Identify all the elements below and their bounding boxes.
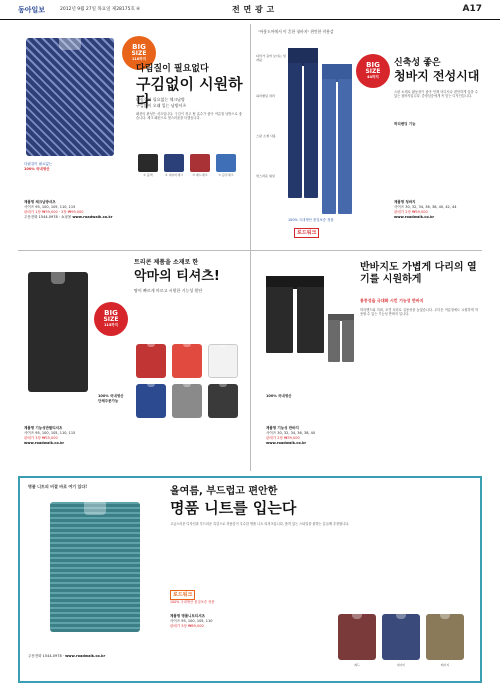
ad-jeans: [254, 24, 482, 248]
jeans-image-navy: [288, 48, 318, 198]
jeans-image-blue: [322, 64, 352, 214]
knit-color-caption: 베이지: [440, 663, 450, 667]
swatch-caption: ③ 레드체크: [192, 173, 208, 177]
knit-color-caption: 네이비: [396, 663, 406, 667]
ad4-website-link[interactable]: www.roadwalk.co.kr: [266, 440, 307, 445]
ad5-website-link[interactable]: www.roadwalk.co.kr: [65, 654, 106, 658]
ad2-callout: 스판 소재 사용: [256, 134, 276, 138]
knit-shirt-image: [50, 502, 140, 632]
big-size-badge: BIG SIZE 110까지: [122, 36, 156, 70]
swatch-navy-check: [164, 154, 184, 172]
ad-shorts: [254, 254, 482, 470]
ad-tshirts: [18, 254, 246, 470]
column-divider: [250, 24, 251, 471]
ad1-sub2: 구김없이 오래 입는 남방셔츠: [136, 103, 187, 108]
swatch-red-check: [190, 154, 210, 172]
big-size-badge: BIG SIZE 44까지: [356, 54, 390, 88]
ad4-tag: 100% 국내생산: [266, 394, 292, 398]
tshirt-color: [208, 344, 238, 378]
ad4-headline: 반바지도 가볍게 다리의 열기를 시원하게: [360, 262, 477, 285]
ad2-brand-line: 100% 국내생산 품질보증 정품: [288, 218, 334, 222]
ad1-tag-caption: 다림질이 필요없는: [24, 162, 53, 166]
shorts-image: [266, 276, 324, 386]
swatch-caption: ④ 블루체크: [218, 173, 234, 177]
ad1-body: 패션의 완성은 셔츠입니다. 구김이 적고 땀 흡수가 좋아 여름철 남방으로 좋습니다. 체크 패턴으로 멋스러움을 더했습니다.: [136, 112, 242, 121]
ad2-website-link[interactable]: www.roadwalk.co.kr: [394, 214, 435, 219]
ad2-body: 스판 소재로 활동성이 좋아 언제 어디서나 편안하게 입을 수 있는 청바지입니다. 중장년층에게 꼭 맞는 디자인입니다.: [394, 90, 478, 99]
tshirt-color: [136, 384, 166, 418]
ad2-quote: "아웃도어에서 이 흔한 청바지" 편안한 착용감: [258, 29, 334, 34]
ad5-contact: 주문전화 1544-0978 · www.roadwalk.co.kr: [28, 654, 106, 658]
ad5-top-copy: 명품 니트의 비결 바로 여기 있다!: [28, 484, 88, 489]
ad5-kicker: 올여름, 부드럽고 편안한: [170, 486, 278, 497]
page-number: A17: [462, 4, 482, 14]
roadwalk-logo: 로드워크: [170, 590, 195, 600]
swatch-caption: ① 블랙: [143, 173, 153, 177]
ad3-sub: 땀이 빠르게 마르고 시원한 기능성 원단: [134, 288, 203, 293]
big-size-badge: BIG SIZE 115까지: [94, 302, 128, 336]
tshirt-color: [172, 384, 202, 418]
swatch-blue-check: [216, 154, 236, 172]
ad3-kicker: 트리콘 제품을 소재로 한: [134, 259, 199, 266]
ad2-kicker: 신축성 좋은: [394, 58, 441, 68]
knit-color-caption: 레드: [354, 663, 360, 667]
tshirt-color: [136, 344, 166, 378]
ad1-product-info: 제품명 체크남방셔츠 사이즈 95, 100, 105, 110, 115 판매가 1장 ₩39,000 · 3장 ₩99,000 주문전화 1544-0978 · 쇼핑몰 www.roadwalk.co.kr: [24, 200, 113, 219]
ad5-headline: 명품 니트를 입는다: [170, 499, 297, 517]
newspaper-name: 동아일보: [18, 5, 46, 14]
ad5-product-info: 제품명 명품니트티셔츠 사이즈 95, 100, 105, 110 판매가 3장 ₩89,000: [170, 614, 213, 628]
ad5-brand-line: 100% 국내생산 품질보증 정품: [170, 600, 215, 604]
ad3-headline: 악마의 티셔츠!: [134, 269, 220, 284]
ad1-sub1: 다림질이 필요없는 체크남방: [136, 97, 185, 102]
tshirt-color: [208, 384, 238, 418]
ad2-product-info: 제품명 청바지 사이즈 30, 32, 34, 36, 38, 40, 42, 44 판매가 2장 ₩59,000 www.roadwalk.co.kr: [394, 200, 480, 220]
section-title: 전 면 광 고: [232, 5, 275, 14]
ad2-callout: 멋스러운 워싱: [256, 174, 275, 178]
ad2-callout: 허리밴딩 처리: [256, 94, 275, 98]
ad1-website-link[interactable]: www.roadwalk.co.kr: [72, 214, 113, 219]
ad-check-shirt: [18, 24, 246, 248]
ad3-product-info: 제품명 기능성반팔티셔츠 사이즈 95, 100, 105, 110, 115 판매가 3장 ₩55,000 www.roadwalk.co.kr: [24, 426, 240, 446]
ad2-callout: 다리가 길어 보이는 일자핏: [256, 54, 286, 63]
ad-knit: [18, 476, 482, 683]
ad5-body: 고급스러운 디자인과 부드러운 촉감으로 착용감이 우수한 명품 니트 티셔츠입니다. 품격 있는 스타일을 원하는 분들께 추천합니다.: [170, 522, 350, 526]
ad4-sub: 통풍성을 극대화 시킨 기능성 반바지: [360, 298, 424, 303]
ad1-kicker: 다림질이 필요없다: [136, 64, 209, 74]
knit-color: [338, 614, 376, 660]
shorts-image-detail: [328, 314, 354, 374]
ad1-tag-material: 100% 국내생산: [24, 166, 50, 171]
check-shirt-image: [26, 38, 114, 156]
ad2-headline: 청바지 전성시대: [394, 69, 480, 83]
ad3-tag-group: 단체주문가능: [98, 398, 119, 403]
tshirt-color: [172, 344, 202, 378]
ad3-website-link[interactable]: www.roadwalk.co.kr: [24, 440, 65, 445]
swatch-black: [138, 154, 158, 172]
ad1-headline: 구김없이 시원하다: [136, 75, 243, 111]
ad4-body: 허리밴드와 지퍼, 포켓 처리로 실용성을 높였습니다. 무더운 여름철에도 시원하게 착용할 수 있는 기능성 반바지 입니다.: [360, 308, 478, 317]
issue-date: 2012년 9월 27일 목요일 제28175호 ⑥: [60, 7, 141, 12]
knit-color: [426, 614, 464, 660]
roadwalk-logo: 로드워크: [294, 228, 319, 238]
tshirt-model-image: [28, 272, 88, 392]
ad3-tag-made: 100% 국내생산: [98, 394, 124, 398]
swatch-caption: ② 네이비체크: [164, 173, 184, 177]
masthead: [0, 0, 500, 20]
row-divider: [18, 250, 482, 251]
knit-color: [382, 614, 420, 660]
ad2-features-title: 허리밴딩 기능: [394, 122, 416, 126]
ad4-product-info: 제품명 기능성 반바지 사이즈 30, 32, 34, 36, 38, 40 판매가 2장 ₩39,000 www.roadwalk.co.kr: [266, 426, 478, 446]
